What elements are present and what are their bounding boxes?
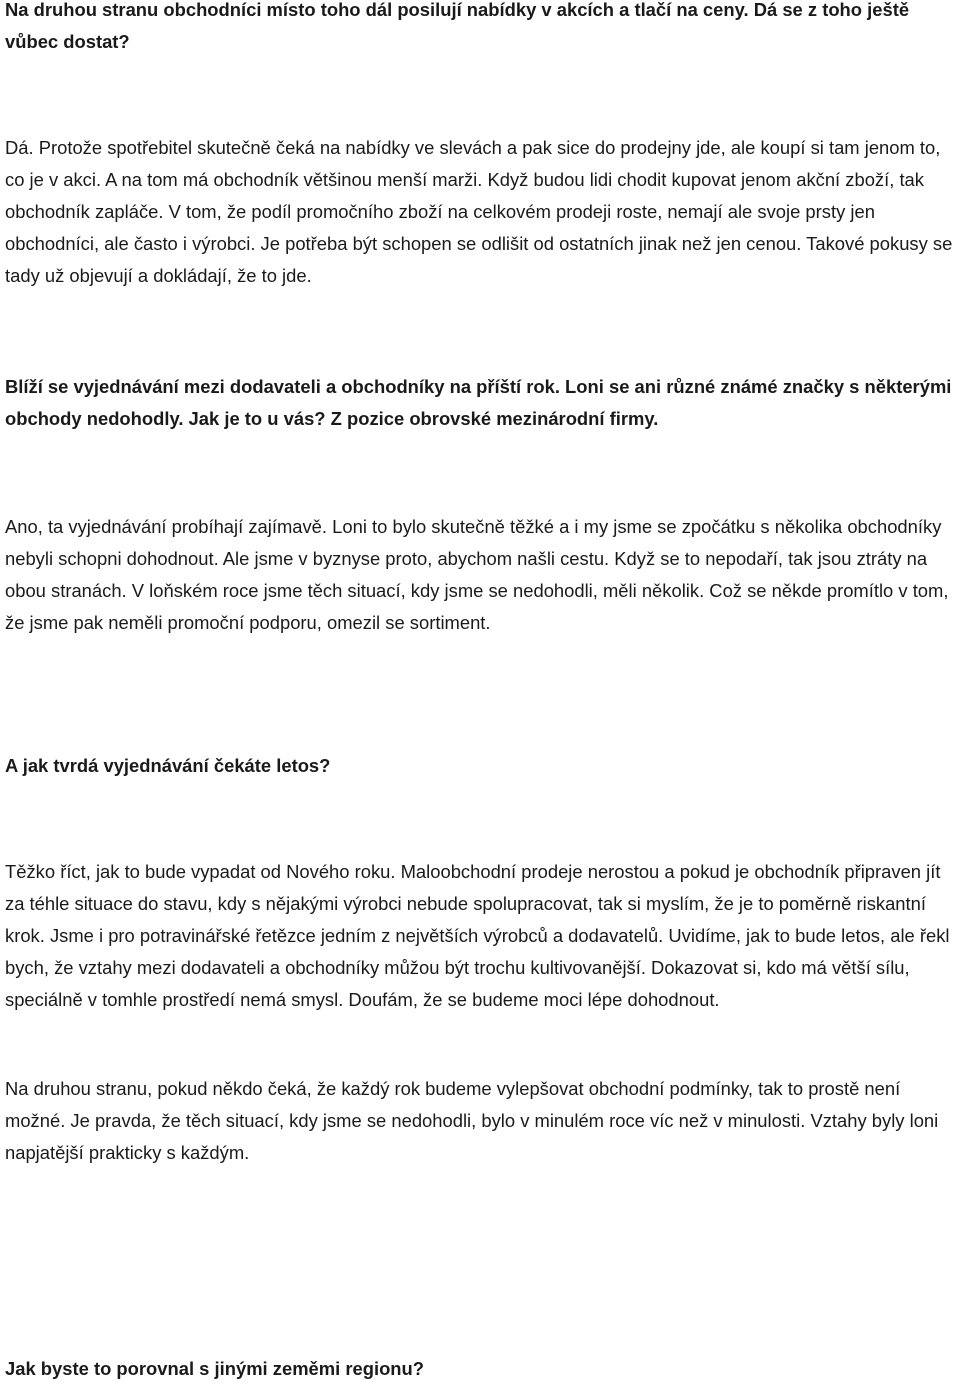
question-paragraph: A jak tvrdá vyjednávání čekáte letos? — [5, 755, 331, 776]
answer-paragraph: Dá. Protože spotřebitel skutečně čeká na nabídky ve slevách a pak sice do prodejny jde, ale koupí si tam jenom to, co je v akci. A na tom má obchodník většinou menší marži. Když budou lidi chodit kupovat jenom akční zboží, tak obchodník zapláče. V tom, že podíl promočního zboží na celkovém prodeji roste, nemají ale svoje prsty jen obchodníci, ale často i výrobci. Je potřeba být schopen se odlišit od ostatních jinak než jen cenou. Takové pokusy se tady už objevují a dokládají, že to jde. — [5, 137, 953, 286]
question-paragraph: Jak byste to porovnal s jinými zeměmi regionu? — [5, 1358, 425, 1379]
question-paragraph: Blíží se vyjednávání mezi dodavateli a obchodníky na příští rok. Loni se ani různé známé značky s některými obchody nedohodly. Jak je to u vás? Z pozice obrovské mezinárodní firmy. — [5, 376, 952, 429]
question-paragraph: Na druhou stranu obchodníci místo toho dál posilují nabídky v akcích a tlačí na ceny. Dá se z toho ještě vůbec dostat? — [5, 0, 910, 52]
answer-paragraph: Na druhou stranu, pokud někdo čeká, že každý rok budeme vylepšovat obchodní podmínky, tak to prostě není možné. Je pravda, že těch situací, kdy jsme se nedohodli, bylo v minulém roce víc než v minulosti. Vztahy byly loni napjatější prakticky s každým. — [5, 1078, 939, 1163]
answer-paragraph: Těžko říct, jak to bude vypadat od Nového roku. Maloobchodní prodeje nerostou a pokud je obchodník připraven jít za téhle situace do stavu, kdy s nějakými výrobci nebude spolupracovat, tak si myslím, že je to poměrně riskantní krok. Jsme i pro potravinářské řetězce jedním z největších výrobců a dodavatelů. Uvidíme, jak to bude letos, ale řekl bych, že vztahy mezi dodavateli a obchodníky můžou být trochu kultivovanější. Dokazovat si, kdo má větší sílu, speciálně v tomhle prostředí nemá smysl. Doufám, že se budeme moci lépe dohodnout. — [5, 861, 950, 1010]
answer-paragraph: Ano, ta vyjednávání probíhají zajímavě. Loni to bylo skutečně těžké a i my jsme se zpočátku s několika obchodníky nebyli schopni dohodnout. Ale jsme v byznyse proto, abychom našli cestu. Když se to nepodaří, tak jsou ztráty na obou stranách. V loňském roce jsme těch situací, kdy jsme se nedohodli, měli několik. Což se někde promítlo v tom, že jsme pak neměli promoční podporu, omezil se sortiment. — [5, 516, 949, 633]
